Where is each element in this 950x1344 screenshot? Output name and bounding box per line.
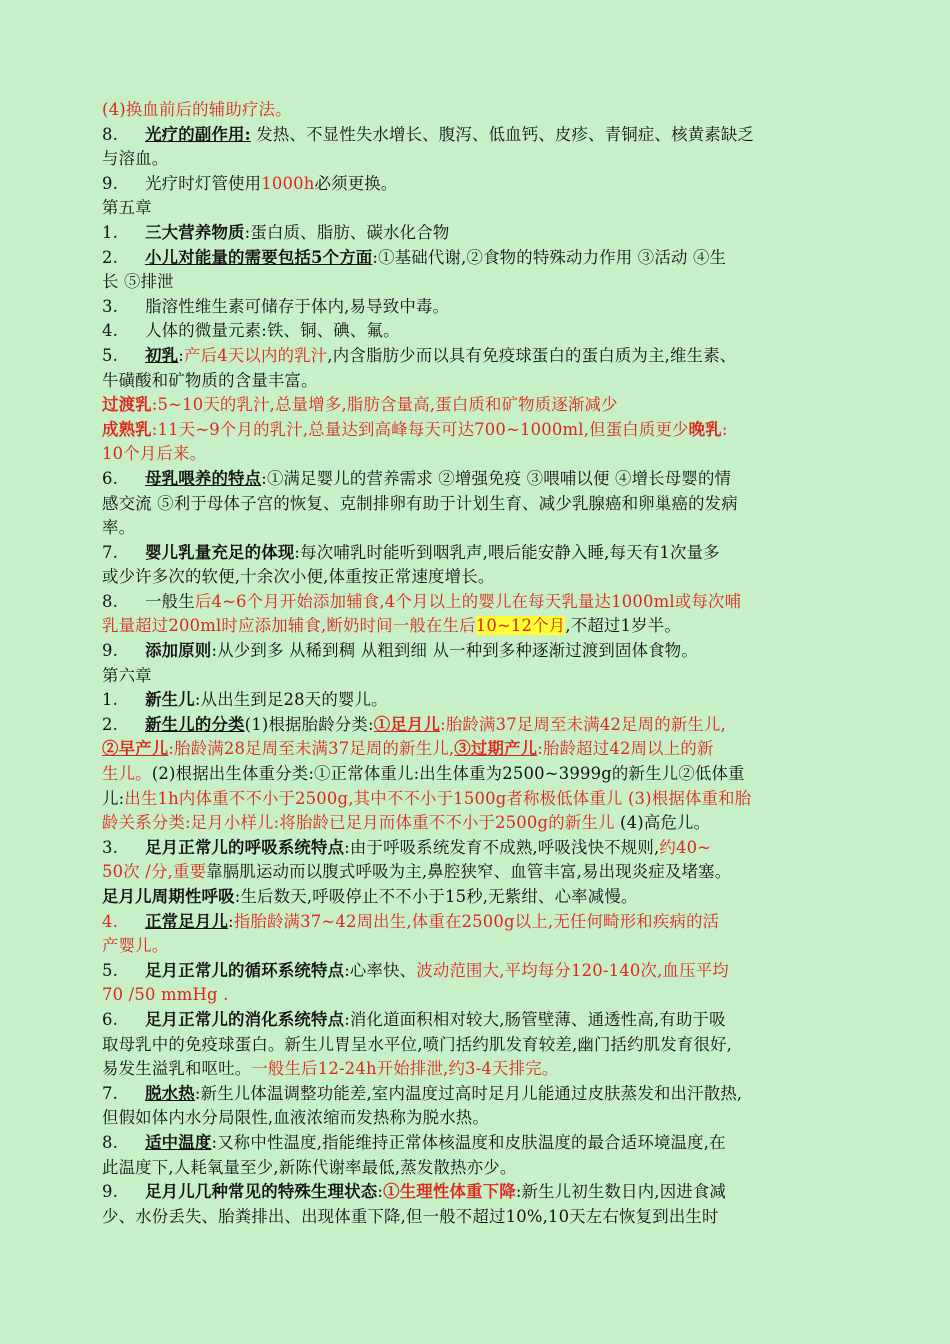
text-segment: 1. (102, 690, 146, 710)
text-segment: 脱水热 (145, 1083, 195, 1103)
text-line (102, 221, 852, 246)
text-segment: 乳量超过200ml时应添加辅食,断奶时间一般在生后 (102, 616, 476, 636)
text-segment: 母乳喂养的特点 (145, 468, 262, 488)
text-segment: 8. (102, 124, 146, 144)
text-segment: ,内含脂肪少而以具有免疫球蛋白的蛋白质为主,维生素、 (327, 345, 737, 365)
text-segment: :胎龄超过42周以上的新 (537, 739, 714, 759)
text-segment: ①生理性体重下降 (383, 1182, 516, 1202)
text-line (102, 172, 852, 197)
text-line (102, 1057, 852, 1082)
text-segment: :新生儿体温调整功能差,室内温度过高时足月儿能通过皮肤蒸发和出汗散热, (194, 1083, 743, 1103)
text-segment: :5~10天的乳汁,总量增多,脂肪含量高,蛋白质和矿物质逐渐减少 (151, 395, 618, 415)
text-line (102, 442, 852, 467)
text-segment: 长 ⑤排泄 (102, 272, 174, 292)
text-line (102, 98, 852, 123)
text-line (102, 762, 852, 787)
text-segment: 生儿。 (102, 764, 152, 784)
text-segment: 光疗的副作用: (145, 124, 251, 144)
text-segment: 新生儿的分类 (145, 714, 245, 734)
text-line (102, 541, 852, 566)
text-segment: 50次 /分,重要 (102, 862, 207, 882)
text-line (102, 664, 852, 689)
text-line (102, 713, 852, 738)
text-line (102, 393, 852, 418)
text-segment: :生后数天,呼吸停止不不小于15秒,无紫绀、心率减慢。 (234, 887, 638, 906)
text-segment: 少、水份丢失、胎粪排出、出现体重下降,但一般不超过10%,10天左右恢复到出生时 (102, 1206, 719, 1226)
text-segment: 龄关系分类:足月小样儿:将胎龄已足月而体重不不小于2500g的新生儿 (102, 813, 615, 833)
text-segment: :11天~9个月的乳汁,总量达到高峰每天可达700~1000ml,但蛋白质更少 (151, 419, 689, 439)
text-segment: 出生1h内体重不不小于2500g,其中不不小于1500g者称极低体重儿 (124, 788, 623, 808)
text-line (102, 1180, 852, 1205)
text-segment: 但假如体内水分局限性,血液浓缩而发热称为脱水热。 (102, 1108, 489, 1128)
text-segment: 70 /50 mmHg . (102, 985, 229, 1005)
text-segment: 足月正常儿的呼吸系统特点 (145, 837, 345, 857)
text-segment: :每次哺乳时能听到咽乳声,喂后能安静入睡,每天有1次量多 (294, 542, 720, 562)
text-segment: 成熟乳 (102, 419, 152, 439)
text-segment: 足月正常儿的循环系统特点 (145, 960, 345, 980)
text-segment: 7. (102, 1083, 146, 1103)
text-segment: 率。 (102, 518, 136, 538)
text-segment: 或少许多次的软便,十余次小便,体重按正常速度增长。 (102, 567, 495, 587)
text-segment: 波动范围大,平均每分120-140次,血压平均 (416, 960, 729, 980)
text-segment: 指胎龄满37~42周出生,体重在2500g以上,无任何畸形和疾病的活 (233, 911, 720, 931)
text-line (102, 1008, 852, 1033)
text-segment: ②早产儿 (102, 739, 169, 759)
text-segment: :消化道面积相对较大,肠管壁薄、通透性高,有助于吸 (344, 1009, 726, 1029)
text-line (102, 344, 852, 369)
text-line (102, 147, 852, 172)
text-segment: 8. 一般生 (102, 591, 195, 611)
text-line (102, 1082, 852, 1107)
text-segment: 3. 脂溶性维生素可储存于体内,易导致中毒。 (102, 296, 450, 316)
text-line (102, 688, 852, 713)
text-line (102, 1156, 852, 1181)
text-segment: 此温度下,人耗氧量至少,新陈代谢率最低,蒸发散热亦少。 (102, 1157, 517, 1177)
text-segment: 添加原则 (145, 641, 212, 661)
text-segment: 约40~ (659, 837, 712, 857)
text-line (102, 1033, 852, 1058)
text-segment: : (377, 1182, 384, 1202)
text-segment: :胎龄满37足周至未满42足周的新生儿, (440, 714, 727, 734)
text-segment: 4. (102, 911, 146, 931)
text-line (102, 787, 852, 812)
text-segment: :蛋白质、脂肪、碳水化合物 (244, 222, 450, 242)
text-segment: 取母乳中的免疫球蛋白。新生儿胃呈水平位,喷门括约肌发育较差,幽门括约肌发育很好, (102, 1034, 733, 1054)
text-segment: (3)根据体重和胎 (622, 788, 752, 808)
text-line (102, 565, 852, 590)
text-line (102, 369, 852, 394)
text-segment: :胎龄满28足周至未满37足周的新生儿, (168, 739, 455, 759)
text-segment: 2. (102, 714, 146, 734)
text-line (102, 246, 852, 271)
text-segment: 正常足月儿 (145, 911, 229, 931)
text-segment: 后4~6个月开始添加辅食,4个月以上的婴儿在每天乳量达1000ml或每次哺 (194, 591, 742, 611)
text-line (102, 934, 852, 959)
text-segment: 产后4天以内的乳汁 (184, 345, 328, 365)
text-segment: (4)换血前后的辅助疗法。 (102, 100, 292, 119)
text-segment: 靠膈肌运动而以腹式呼吸为主,鼻腔狭窄、血管丰富,易出现炎症及堵塞。 (206, 862, 732, 882)
text-line (102, 516, 852, 541)
text-segment: 初乳 (145, 345, 179, 365)
text-line (102, 614, 852, 639)
text-segment: 1000h (261, 173, 315, 193)
text-segment: 一般生后12-24h开始排泄,约3-4天排完。 (251, 1059, 559, 1079)
text-segment: 6. (102, 468, 146, 488)
text-line (102, 590, 852, 615)
text-line (102, 295, 852, 320)
text-segment: 5. (102, 345, 146, 365)
text-line (102, 1131, 852, 1156)
text-segment: (2)根据出生体重分类:①正常体重儿:出生体重为2500~3999g的新生儿②低体重 (151, 764, 745, 784)
text-line (102, 1205, 852, 1230)
text-segment: ,不超过1岁半。 (565, 616, 681, 636)
text-segment: : (721, 419, 728, 439)
text-segment: 易发生溢乳和呕吐。 (102, 1059, 252, 1079)
text-segment: 新生儿 (145, 690, 195, 710)
text-segment: :又称中性温度,指能维持正常体核温度和皮肤温度的最合适环境温度,在 (211, 1132, 726, 1152)
text-segment: 足月儿周期性呼吸 (102, 887, 235, 906)
text-segment: : (178, 345, 185, 365)
text-segment: 5. (102, 960, 146, 980)
text-segment: 足月正常儿的消化系统特点 (145, 1009, 345, 1029)
text-segment: 10个月后来。 (102, 444, 207, 464)
text-segment: :心率快、 (344, 960, 417, 980)
text-segment: (1)根据胎龄分类: (244, 714, 374, 734)
text-line (102, 418, 852, 443)
text-segment: 必须更换。 (314, 173, 398, 193)
text-segment: : (228, 911, 234, 931)
text-segment: :从出生到足28天的婴儿。 (194, 690, 388, 710)
text-segment: 小儿对能量的需要包括5个方面 (145, 247, 373, 267)
text-line (102, 319, 852, 344)
text-segment: 8. (102, 1132, 146, 1152)
text-line (102, 910, 852, 935)
text-segment: 产婴儿。 (102, 936, 169, 956)
text-line (102, 467, 852, 492)
text-segment: ③过期产儿 (454, 739, 538, 759)
text-segment: 第六章 (102, 665, 152, 685)
text-segment: 过渡乳 (102, 395, 152, 415)
text-segment: 发热、不显性失水增长、腹泻、低血钙、皮疹、青铜症、核黄素缺乏 (250, 124, 755, 144)
text-segment: 9. (102, 1182, 146, 1202)
text-segment: 7. (102, 542, 146, 562)
text-line (102, 492, 852, 517)
text-line (102, 959, 852, 984)
text-segment: 与溶血。 (102, 149, 169, 169)
text-segment: 4. 人体的微量元素:铁、铜、碘、氟。 (102, 321, 400, 341)
text-line (102, 1106, 852, 1131)
text-segment: 6. (102, 1009, 146, 1029)
text-segment: 足月儿几种常见的特殊生理状态 (145, 1182, 378, 1202)
text-segment: 感交流 ⑤利于母体子宫的恢复、克制排卵有助于计划生育、减少乳腺癌和卵巢癌的发病 (102, 493, 738, 513)
text-segment: 9. 光疗时灯管使用 (102, 173, 262, 193)
text-segment: 婴儿乳量充足的体现 (145, 542, 295, 562)
text-segment: :从少到多 从稀到稠 从粗到细 从一种到多种逐渐过渡到固体食物。 (211, 641, 698, 661)
text-line (102, 860, 852, 885)
text-segment: 第五章 (102, 198, 152, 218)
text-line (102, 885, 852, 910)
text-segment: 牛磺酸和矿物质的含量丰富。 (102, 370, 318, 390)
text-segment: 晚乳 (688, 419, 722, 439)
text-segment: (4)高危儿。 (614, 813, 711, 833)
text-line (102, 123, 852, 148)
text-line (102, 196, 852, 221)
text-line (102, 270, 852, 295)
text-line (102, 811, 852, 836)
text-segment: 三大营养物质 (145, 222, 245, 242)
text-segment: 10~12个月 (475, 616, 566, 636)
text-line (102, 639, 852, 664)
text-segment: 适中温度 (145, 1132, 212, 1152)
text-segment: 9. (102, 641, 146, 661)
text-segment: ①足月儿 (373, 714, 441, 734)
text-segment: 1. (102, 222, 146, 242)
text-segment: 3. (102, 837, 146, 857)
text-segment: :①基础代谢,②食物的特殊动力作用 ③活动 ④生 (372, 247, 727, 267)
text-line (102, 737, 852, 762)
text-segment: :由于呼吸系统发育不成熟,呼吸浅快不规则, (344, 837, 660, 857)
text-segment: 儿: (102, 788, 125, 808)
text-line (102, 983, 852, 1008)
text-line (102, 836, 852, 861)
text-segment: 2. (102, 247, 146, 267)
text-segment: :新生儿初生数日内,因进食减 (515, 1182, 727, 1202)
text-segment: :①满足婴儿的营养需求 ②增强免疫 ③喂哺以便 ④增长母婴的情 (261, 468, 732, 488)
